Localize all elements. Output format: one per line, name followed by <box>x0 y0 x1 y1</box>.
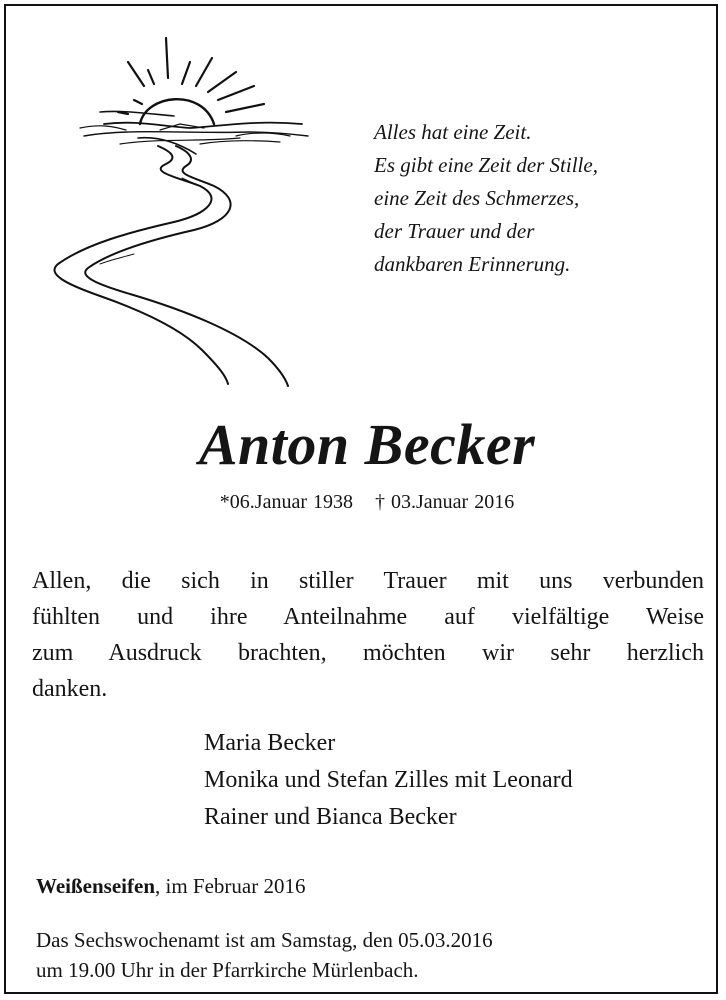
quote-line: eine Zeit des Schmerzes, <box>374 186 580 210</box>
quote-line: der Trauer und der <box>374 219 535 243</box>
place-and-date <box>36 872 305 900</box>
signers-list <box>204 725 573 836</box>
birth-date: *06.Januar 1938 <box>219 491 353 513</box>
thanks-line: fühlten und ihre Anteilnahme auf vielfältige Weise <box>32 604 704 630</box>
town: Weißenseifen <box>36 874 155 898</box>
deceased-name: Anton Becker <box>198 412 536 477</box>
thanks-line: danken. <box>32 676 108 702</box>
sunset-path-icon <box>40 28 310 388</box>
signer: Monika und Stefan Zilles mit Leonard <box>204 767 573 793</box>
obituary-notice <box>4 4 718 994</box>
life-dates <box>6 489 726 515</box>
notice-date: , im Februar 2016 <box>155 874 306 898</box>
thanks-line: zum Ausdruck brachten, möchten wir sehr herzlich <box>32 640 704 666</box>
mass-announcement <box>36 925 493 985</box>
thanks-line: Allen, die sich in stiller Trauer mit uns verbunden <box>32 568 704 594</box>
quote-line: dankbaren Erinnerung. <box>374 252 571 276</box>
mass-line: Das Sechswochenamt ist am Samstag, den 05.03.2016 <box>36 928 493 952</box>
signer: Rainer und Bianca Becker <box>204 804 457 830</box>
signer: Maria Becker <box>204 730 336 756</box>
quote-line: Es gibt eine Zeit der Stille, <box>374 153 598 177</box>
thanks-text <box>32 563 704 707</box>
death-date: † 03.Januar 2016 <box>375 491 515 513</box>
mass-line: um 19.00 Uhr in der Pfarrkirche Mürlenbach. <box>36 958 419 982</box>
quote-line: Alles hat eine Zeit. <box>374 120 532 144</box>
memorial-quote <box>374 116 694 281</box>
